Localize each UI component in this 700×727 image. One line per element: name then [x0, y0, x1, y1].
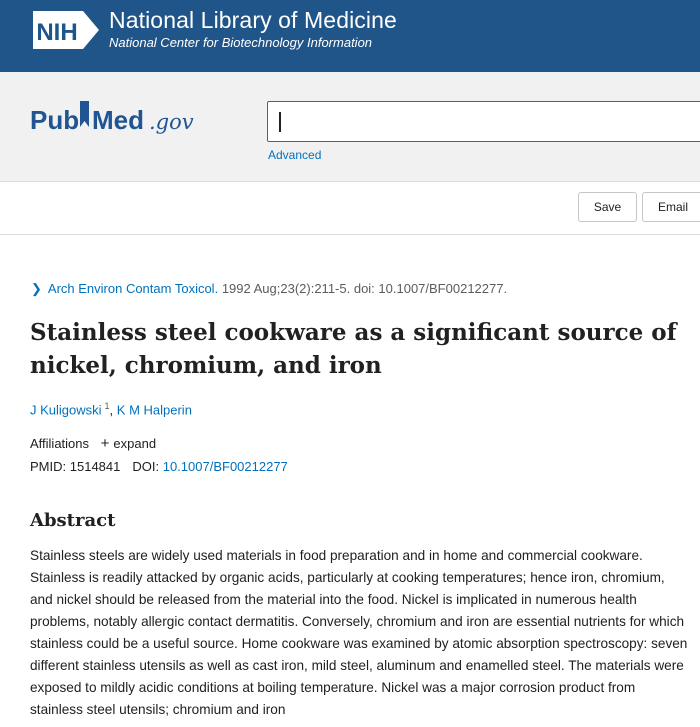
citation-details: 1992 Aug;23(2):211-5. doi: 10.1007/BF00212277. [221, 281, 508, 296]
authors-list: J Kuligowski $^1$, K M Halperin [30, 401, 192, 418]
plus-icon: + [100, 435, 110, 452]
search-header [0, 72, 700, 182]
nlm-title[interactable]: National Library of Medicine [109, 7, 397, 33]
pmid-label: PMID: [30, 459, 67, 474]
author-link[interactable]: J Kuligowski [30, 402, 102, 418]
nih-logo-text: NIH [36, 19, 78, 46]
article-title: Stainless steel cookware as a significant source of nickel, chromium, and iron [30, 319, 677, 379]
pubmed-logo[interactable] [30, 97, 200, 137]
pubmed-logo-pub: Pub [30, 105, 80, 135]
save-button[interactable]: Save [578, 192, 637, 222]
author-link[interactable]: K M Halperin [116, 402, 192, 418]
abstract-text: Stainless steels are widely used materials in food preparation and in home and commercial cookware. Stainless is readily attacked by organic acids, particularly at cooking temperatures; hence iron, chromium, and nickel should be released from the material into the food. Nickel is implicated in numerous health problems, notably allergic contact dermatitis. Conversely, chromium and iron are essential nutrients for which stainless could be a useful source. Home cookware was examined by atomic absorption spectroscopy: seven different stainless utensils as well as cast iron, mild steel, aluminum and enamelled steel. The materials were exposed to mildly acidic conditions at boiling temperature. Nickel was a major corrosion product from stainless steel utensils; chromium and iron [30, 548, 688, 717]
doi-link[interactable]: 10.1007/BF00212277 [162, 459, 288, 474]
affiliations-row [30, 435, 156, 452]
expand-label: expand [113, 436, 157, 451]
doi-label: DOI: [132, 459, 160, 474]
chevron-right-icon[interactable]: ❯ [31, 281, 42, 296]
abstract-heading: Abstract [30, 510, 116, 531]
pmid-value: 1514841 [69, 459, 121, 474]
advanced-search-link[interactable]: Advanced [268, 148, 322, 162]
nih-logo[interactable] [31, 9, 103, 51]
expand-affiliations-button[interactable] [101, 436, 156, 451]
search-input[interactable] [267, 101, 700, 142]
journal-link[interactable]: Arch Environ Contam Toxicol. [47, 281, 219, 296]
email-button[interactable]: Email [642, 192, 700, 222]
citation-line [31, 281, 507, 297]
divider [0, 234, 700, 235]
identifiers-row [30, 459, 288, 474]
affiliation-ref[interactable]: 1 [104, 401, 110, 411]
ncbi-subtitle[interactable]: National Center for Biotechnology Information [109, 35, 373, 50]
text-caret [279, 112, 281, 132]
affiliations-label: Affiliations [30, 436, 90, 451]
pubmed-logo-med: Med [92, 105, 144, 135]
nih-banner [0, 0, 700, 72]
pubmed-logo-gov: .gov [149, 110, 194, 134]
